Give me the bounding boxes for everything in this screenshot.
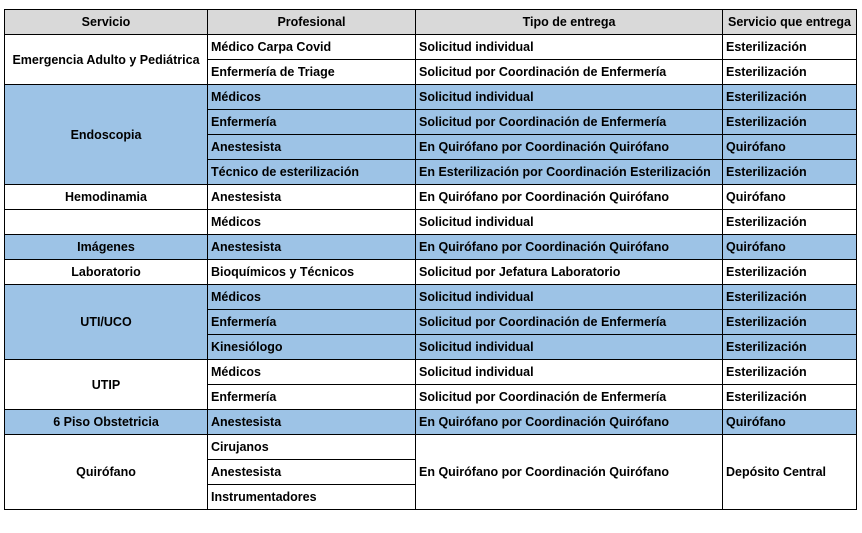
servicio-cell[interactable]: Quirófano — [5, 435, 208, 510]
header-servicio[interactable]: Servicio — [5, 10, 208, 35]
table-row — [5, 410, 857, 435]
entrega-cell[interactable]: Esterilización — [723, 335, 857, 360]
entrega-cell[interactable]: Esterilización — [723, 260, 857, 285]
cropped-top-row — [0, 0, 862, 3]
tipo-cell[interactable]: Solicitud individual — [416, 35, 723, 60]
tipo-cell[interactable]: Solicitud por Coordinación de Enfermería — [416, 310, 723, 335]
entrega-cell[interactable]: Esterilización — [723, 60, 857, 85]
entrega-cell[interactable]: Esterilización — [723, 110, 857, 135]
entrega-cell[interactable]: Quirófano — [723, 410, 857, 435]
servicio-cell[interactable]: Emergencia Adulto y Pediátrica — [5, 35, 208, 85]
tipo-cell[interactable]: Solicitud por Coordinación de Enfermería — [416, 110, 723, 135]
table-row — [5, 210, 857, 235]
tipo-cell[interactable]: Solicitud por Coordinación de Enfermería — [416, 385, 723, 410]
servicio-cell[interactable]: Endoscopia — [5, 85, 208, 185]
servicio-cell[interactable]: 6 Piso Obstetricia — [5, 410, 208, 435]
entrega-cell[interactable]: Esterilización — [723, 160, 857, 185]
tipo-cell[interactable]: En Quirófano por Coordinación Quirófano — [416, 410, 723, 435]
table-row — [5, 360, 857, 385]
profesional-cell[interactable]: Enfermería — [208, 310, 416, 335]
tipo-cell[interactable]: Solicitud individual — [416, 85, 723, 110]
profesional-cell[interactable]: Médicos — [208, 360, 416, 385]
profesional-cell[interactable]: Médico Carpa Covid — [208, 35, 416, 60]
profesional-cell[interactable]: Kinesiólogo — [208, 335, 416, 360]
entrega-cell[interactable]: Quirófano — [723, 235, 857, 260]
entrega-cell[interactable]: Quirófano — [723, 185, 857, 210]
tipo-cell[interactable]: Solicitud por Jefatura Laboratorio — [416, 260, 723, 285]
tipo-cell[interactable]: En Quirófano por Coordinación Quirófano — [416, 135, 723, 160]
services-table — [4, 9, 857, 510]
table-row — [5, 85, 857, 110]
profesional-cell[interactable]: Enfermería — [208, 110, 416, 135]
profesional-cell[interactable]: Cirujanos — [208, 435, 416, 460]
servicio-cell[interactable]: UTIP — [5, 360, 208, 410]
tipo-cell[interactable]: En Quirófano por Coordinación Quirófano — [416, 235, 723, 260]
servicio-cell[interactable]: Imágenes — [5, 235, 208, 260]
entrega-cell[interactable]: Esterilización — [723, 385, 857, 410]
profesional-cell[interactable]: Enfermería de Triage — [208, 60, 416, 85]
profesional-cell[interactable]: Anestesista — [208, 410, 416, 435]
tipo-cell[interactable]: Solicitud individual — [416, 335, 723, 360]
entrega-cell[interactable]: Depósito Central — [723, 435, 857, 510]
entrega-cell[interactable]: Esterilización — [723, 210, 857, 235]
profesional-cell[interactable]: Anestesista — [208, 235, 416, 260]
profesional-cell[interactable]: Anestesista — [208, 185, 416, 210]
entrega-cell[interactable]: Esterilización — [723, 310, 857, 335]
profesional-cell[interactable]: Anestesista — [208, 135, 416, 160]
profesional-cell[interactable]: Instrumentadores — [208, 485, 416, 510]
table-row — [5, 435, 857, 460]
table-row — [5, 260, 857, 285]
table-row — [5, 235, 857, 260]
tipo-cell[interactable]: En Quirófano por Coordinación Quirófano — [416, 185, 723, 210]
servicio-cell[interactable]: UTI/UCO — [5, 285, 208, 360]
entrega-cell[interactable]: Esterilización — [723, 360, 857, 385]
profesional-cell[interactable]: Bioquímicos y Técnicos — [208, 260, 416, 285]
profesional-cell[interactable]: Médicos — [208, 210, 416, 235]
header-servicio-entrega[interactable]: Servicio que entrega — [723, 10, 857, 35]
header-profesional[interactable]: Profesional — [208, 10, 416, 35]
table-row — [5, 285, 857, 310]
profesional-cell[interactable]: Enfermería — [208, 385, 416, 410]
profesional-cell[interactable]: Médicos — [208, 285, 416, 310]
servicio-cell[interactable]: Laboratorio — [5, 260, 208, 285]
tipo-cell[interactable]: Solicitud por Coordinación de Enfermería — [416, 60, 723, 85]
servicio-cell[interactable]: Hemodinamia — [5, 185, 208, 210]
profesional-cell[interactable]: Anestesista — [208, 460, 416, 485]
header-tipo-entrega[interactable]: Tipo de entrega — [416, 10, 723, 35]
table-row — [5, 35, 857, 60]
entrega-cell[interactable]: Quirófano — [723, 135, 857, 160]
header-row — [5, 10, 857, 35]
tipo-cell[interactable]: Solicitud individual — [416, 285, 723, 310]
tipo-cell[interactable]: Solicitud individual — [416, 210, 723, 235]
profesional-cell[interactable]: Técnico de esterilización — [208, 160, 416, 185]
servicio-cell[interactable] — [5, 210, 208, 235]
entrega-cell[interactable]: Esterilización — [723, 285, 857, 310]
entrega-cell[interactable]: Esterilización — [723, 85, 857, 110]
tipo-cell[interactable]: En Esterilización por Coordinación Esterilización — [416, 160, 723, 185]
table-row — [5, 185, 857, 210]
entrega-cell[interactable]: Esterilización — [723, 35, 857, 60]
profesional-cell[interactable]: Médicos — [208, 85, 416, 110]
tipo-cell[interactable]: Solicitud individual — [416, 360, 723, 385]
tipo-cell[interactable]: En Quirófano por Coordinación Quirófano — [416, 435, 723, 510]
